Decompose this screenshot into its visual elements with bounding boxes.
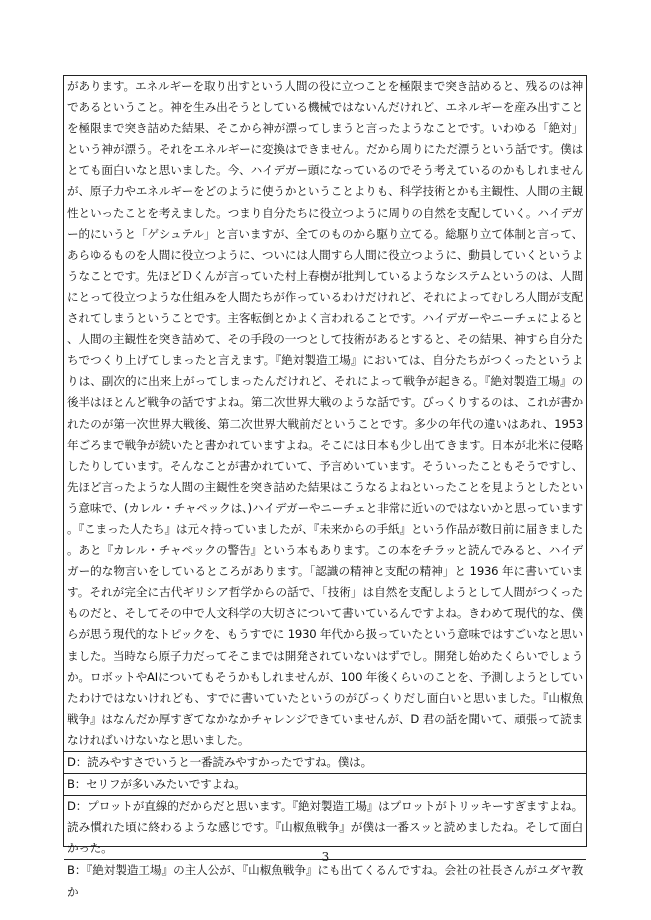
transcript-paragraph: があります。エネルギーを取り出すという人間の役に立つことを極限まで突き詰めると、残るのは神であるということ。神を生み出そうとしている機械ではないんだけれど、エネルギーを産み出すことを極限まで突き詰めた結果、そこから神が漂ってしまうと言ったようなことです。いわゆる「絶対」という神が漂う。それをエネルギーに変換はできません。だから周りにただ漂うという話です。僕はとても面白いなと思いました。今、ハイデガー頭になっているのでそう考えているのかもしれませんが、原子力やエネルギーをどのように使うかということよりも、科学技術とかも主観性、人間の主観性といったことを考えました。つまり自分たちに役立つように周りの自然を支配していく。ハイデガー的にいうと「ゲシュテル」と言いますが、全てのものから駆り立てる。総駆り立て体制と言って、あらゆるものを人間に役立つように、ついには人間すら人間に役立つように、動員していくというようなことです。先ほどＤくんが言っていた村上春樹が批判しているようなシステムというのは、人間にとって役立つような仕組みを人間たちが作っているわけだけれど、それによってむしろ人間が支配されてしまうということです。主客転倒とかよく言われることです。ハイデガーやニーチェによると、人間の主観性を突き詰めて、その手段の一つとして技術があるとすると、その結果、神すら自分たちでつくり上げてしまったと言えます。『絶対製造工場』においては、自分たちがつくったというよりは、副次的に出来上がってしまったんだけれど、それによって戦争が起きる。『絶対製造工場』の後半はほとんど戦争の話ですよね。第二次世界大戦のような話です。びっくりするのは、これが書かれたのが第一次世界大戦後、第二次世界大戦前だということです。多少の年代の違いはあれ、1953 年ごろまで戦争が続いたと書かれていますよね。そこには日本も少し出てきます。日本が北米に侵略したりしています。そんなことが書かれていて、予言めいています。そういったこともそうですし、先ほど言ったような人間の主観性を突き詰めた結果はこうなるよねといったことを見ようとしたという意味で、(カレル・チャペックは、)ハイデガーやニーチェと非常に近いのではないかと思っています。『こまった人たち』は元々持っていましたが、『未来からの手紙』という作品が数日前に届きました。あと『カレル・チャペックの警告』という本もあります。この本をチラッと読んでみると、ハイデガー的な物言いをしているところがあります。「認識の精神と支配の精神」と 1936 年に書いています。それが完全に古代ギリシア哲学からの話で、「技術」は自然を支配しようとして人間がつくったものだと、そしてその中で人文科学の大切さについて書いているんですよね。きわめて現代的な、僕らが思う現代的なトピックを、もうすでに 1930 年代から扱っていたという意味ではすごいなと思いました。当時なら原子力だってそこまでは開発されていないはずでし。開発し始めたくらいでしょうか。ロボットやAIについてもそうかもしれませんが、100 年後くらいのことを、予測しようとしていたわけではないけれども、すでに書いていたというのがびっくりだし面白いと思いました。『山椒魚戦争』はなんだか厚すぎてなかなかチャレンジできていませんが、D 君の話を聞いて、頑張って読まなければいけないなと思いました。 bbox=[64, 76, 586, 752]
transcript-paragraph: D：プロットが直線的だからだと思います。『絶対製造工場』はプロットがトリッキーすぎますよね。読み慣れた頃に終わるような感じです。『山椒魚戦争』が僕は一番スッと読めましたね。そして面白かった。 bbox=[64, 796, 586, 860]
transcript-paragraph: D：読みやすさでいうと一番読みやすかったですね。僕は。 bbox=[64, 752, 586, 774]
page-number: 3 bbox=[321, 850, 330, 864]
transcript-paragraph: B：『絶対製造工場』の主人公が、『山椒魚戦争』にも出てくるんですね。会社の社長さんがユダヤ教か bbox=[67, 863, 583, 899]
transcript-frame bbox=[63, 75, 587, 899]
transcript-paragraph: B：セリフが多いみたいですよね。 bbox=[64, 774, 586, 796]
